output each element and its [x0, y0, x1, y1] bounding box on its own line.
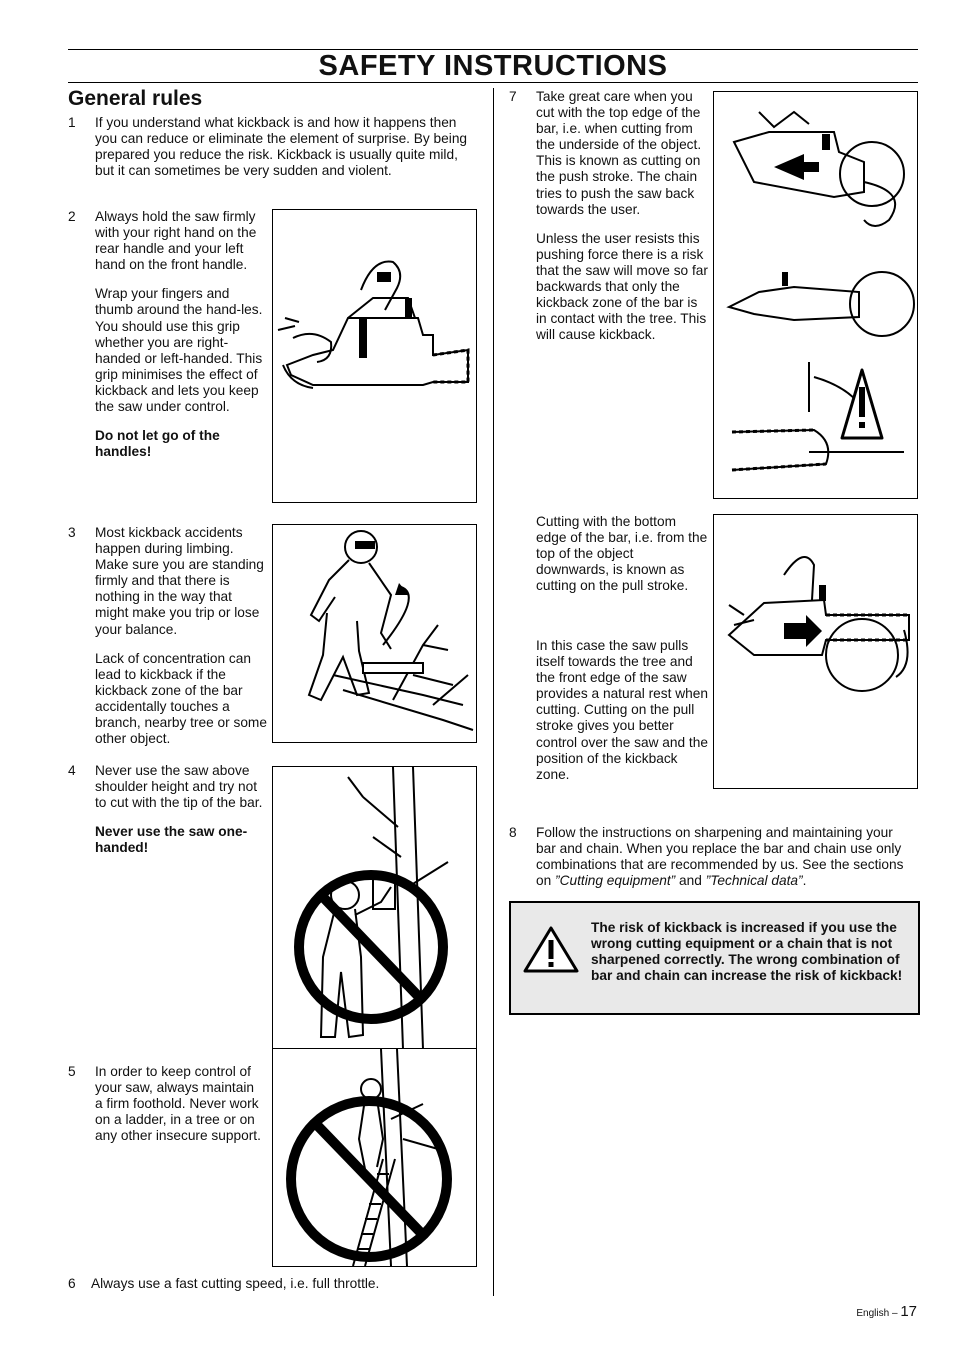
item-2-warning: Do not let go of the handles!: [95, 428, 220, 460]
item-7-para-1: Take great care when you cut with the top edge of the bar, i.e. when cutting from the underside of the object. This is known as cutting on the push stroke. The chain tries to push the saw back towards the user.: [536, 89, 702, 217]
figure-above-shoulder-prohibited: [272, 766, 477, 1050]
page-title: SAFETY INSTRUCTIONS: [318, 50, 668, 82]
column-divider: [493, 88, 494, 1296]
item-1-number: 1: [68, 115, 76, 130]
figure-push-stroke-kickback: [713, 91, 918, 499]
item-5-text: In order to keep control of your saw, always maintain a firm foothold. Never work on a ladder, in a tree or on any other insecure support.: [95, 1064, 261, 1144]
item-6-text: Always use a fast cutting speed, i.e. full throttle.: [91, 1276, 380, 1291]
warning-box: [509, 901, 920, 1015]
title-rule: [68, 82, 918, 83]
item-7-text-top: [536, 89, 708, 356]
ladder-illustration: [273, 1049, 476, 1266]
item-4-number: 4: [68, 763, 76, 778]
push-stroke-illustration: [714, 92, 917, 498]
item-2-para-2: Wrap your fingers and thumb around the hand-les. You should use this grip whether you are right-handed or left-handed. This grip minimises the effect of kickback and lets you keep the saw under control.: [95, 286, 263, 415]
item-4-warning: Never use the saw one-handed!: [95, 824, 248, 856]
item-2-number: 2: [68, 209, 76, 224]
item-4-para-1: Never use the saw above shoulder height and try not to cut with the tip of the bar.: [95, 763, 263, 811]
item-8-text: [536, 825, 916, 889]
section-title: General rules: [68, 87, 203, 110]
item-8-number: 8: [509, 825, 517, 840]
item-7-number: 7: [509, 89, 517, 104]
item-2-para-1: Always hold the saw firmly with your right hand on the rear handle and your left hand on the front handle.: [95, 209, 257, 273]
item-3-para-2: Lack of concentration can lead to kickback if the kickback zone of the bar accidentally touches a branch, nearby tree or some other object.: [95, 650, 267, 747]
item-4-text: [95, 763, 265, 869]
item-8-ref-technical-data: ”Technical data”: [705, 873, 803, 889]
item-2-text: [95, 209, 265, 473]
item-8-text-before: Follow the instructions on sharpening and maintaining your bar and chain. When you replace the bar and chain use only combinations that are recommended by us. See the sections on: [536, 825, 904, 889]
item-5-number: 5: [68, 1064, 76, 1079]
item-8-ref-cutting-equipment: ”Cutting equipment”: [555, 873, 676, 889]
item-8-text-mid: and: [675, 873, 706, 889]
page-number: 17: [900, 1303, 917, 1320]
item-7-para-3: Cutting with the bottom edge of the bar, i.e. from the top of the object downwards, is known as cutting on the pull stroke.: [536, 514, 708, 594]
item-7-para-4: In this case the saw pulls itself towards the tree and the front edge of the saw provides a natural rest when cutting. Cutting on the pull stroke gives you better control over the saw and the position of the kickback zone.: [536, 638, 708, 782]
saw-grip-illustration: [273, 210, 476, 502]
item-3-text: [95, 525, 267, 760]
item-6-number: 6: [68, 1276, 76, 1291]
warning-triangle-icon: [523, 925, 579, 973]
item-1-text: If you understand what kickback is and how it happens then you can reduce or eliminate the element of surprise. By being prepared you reduce the risk. Kickback is usually quite mild, but it can sometimes be very sudden and violent.: [95, 115, 468, 179]
figure-limbing: [272, 524, 477, 743]
limbing-illustration: [273, 525, 476, 742]
figure-saw-grip: [272, 209, 477, 503]
warning-text: The risk of kickback is increased if you use the wrong cutting equipment or a chain that is not sharpened correctly. The wrong combination of bar and chain can increase the risk of kickback!: [591, 920, 903, 984]
above-shoulder-illustration: [273, 767, 476, 1049]
page-footer: [856, 1303, 917, 1320]
figure-pull-stroke: [713, 514, 918, 789]
item-3-para-1: Most kickback accidents happen during limbing. Make sure you are standing firmly and that there is nothing in the way that might make you trip or lose your balance.: [95, 525, 264, 637]
footer-language: English –: [856, 1308, 901, 1319]
item-8-text-after: .: [802, 873, 807, 889]
item-3-number: 3: [68, 525, 76, 540]
item-7-para-2: Unless the user resists this pushing force there is a risk that the saw will move so far backwards that only the kickback zone of the bar is in contact with the tree. This will cause kickback.: [536, 230, 708, 343]
pull-stroke-illustration: [714, 515, 917, 788]
figure-ladder-prohibited: [272, 1048, 477, 1267]
